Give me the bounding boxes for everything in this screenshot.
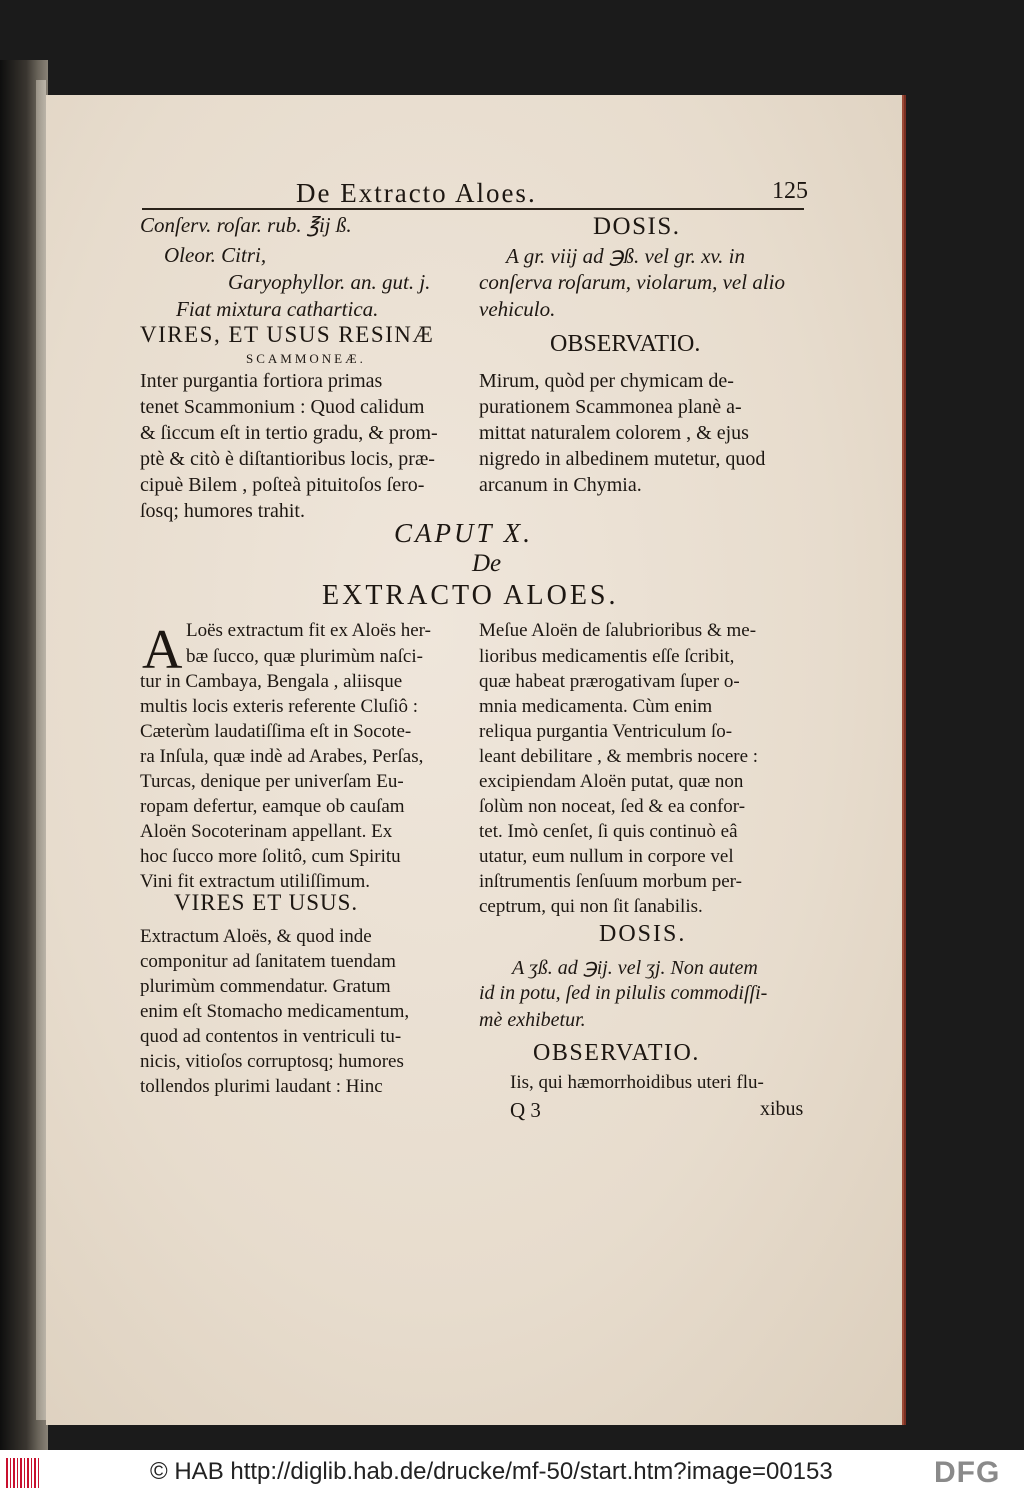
- body-line: cipuè Bilem , poſteà pituitoſos ſero-: [140, 474, 425, 496]
- drop-cap: A: [142, 619, 183, 681]
- body-line: hoc ſucco more ſolitô, cum Spiritu: [140, 846, 401, 867]
- section-heading-observatio: OBSERVATIO.: [550, 331, 701, 357]
- running-head: De Extracto Aloes.: [296, 178, 537, 208]
- body-line: tenet Scammonium : Quod calidum: [140, 396, 425, 418]
- previous-page-edge: [36, 80, 46, 1420]
- body-line: ſosq; humores trahit.: [140, 500, 305, 522]
- section-heading-dosis: DOSIS.: [593, 213, 681, 240]
- body-line: nicis, vitioſos corruptosq; humores: [140, 1051, 404, 1072]
- body-line: Inter purgantia fortiora primas: [140, 370, 383, 392]
- body-line: mittat naturalem colorem , & ejus: [479, 422, 749, 444]
- section-heading-dosis-2: DOSIS.: [599, 921, 687, 947]
- dosis-line: mè exhibetur.: [479, 1009, 586, 1031]
- footer-url[interactable]: © HAB http://diglib.hab.de/drucke/mf-50/start.htm?image=00153: [150, 1458, 833, 1485]
- body-line: Cæterùm laudatiſſima eſt in Socote-: [140, 721, 412, 742]
- body-line: tet. Imò cenſet, ſi quis continuò eâ: [479, 821, 738, 842]
- body-line: enim eſt Stomacho medicamentum,: [140, 1001, 410, 1022]
- header-rule: [142, 208, 804, 210]
- body-line: quod ad contentos in ventriculi tu-: [140, 1026, 402, 1047]
- body-line: Iis, qui hæmorrhoidibus uteri flu-: [510, 1072, 764, 1093]
- body-line: ropam defertur, eamque ob cauſam: [140, 796, 405, 817]
- dfg-logo: DFG: [934, 1456, 1001, 1489]
- body-line: ptè & citò è diſtantioribus locis, præ-: [140, 448, 435, 470]
- dosis-line: A ʒß. ad ℈ij. vel ʒj. Non autem: [512, 957, 758, 979]
- body-line: ceptrum, qui non ſit ſanabilis.: [479, 896, 703, 917]
- body-line: Extractum Aloës, & quod inde: [140, 926, 372, 947]
- body-line: inſtrumentis ſenſuum morbum per-: [479, 871, 742, 892]
- body-line: leant debilitare , & membris nocere :: [479, 746, 759, 767]
- page-number: 125: [772, 178, 808, 204]
- body-line: utatur, eum nullum in corpore vel: [479, 846, 734, 867]
- body-line: componitur ad ſanitatem tuendam: [140, 951, 396, 972]
- chapter-title: EXTRACTO ALOES.: [322, 580, 619, 611]
- body-line: bæ ſucco, quæ plurimùm naſci-: [186, 646, 423, 667]
- recipe-line-2: Oleor. Citri,: [164, 243, 267, 267]
- body-line: & ſiccum eſt in tertio gradu, & prom-: [140, 422, 438, 444]
- recipe-line-1: Conſerv. roſar. rub. ℥ij ß.: [140, 213, 352, 237]
- body-line: tur in Cambaya, Bengala , aliisque: [140, 671, 403, 692]
- section-heading-vires-resinae: VIRES, ET USUS RESINÆ: [140, 322, 435, 347]
- section-heading-observatio-2: OBSERVATIO.: [533, 1040, 700, 1066]
- body-line: ſolùm non noceat, ſed & ea confor-: [479, 796, 746, 817]
- hab-barcode-icon: [6, 1458, 40, 1488]
- body-line: mnia medicamenta. Cùm enim: [479, 696, 713, 717]
- recipe-line-4: Fiat mixtura cathartica.: [176, 297, 379, 321]
- dosis-line-3: vehiculo.: [479, 297, 556, 321]
- chapter-number: CAPUT X.: [394, 518, 534, 548]
- body-line: Aloën Socoterinam appellant. Ex: [140, 821, 393, 842]
- body-line: Mirum, quòd per chymicam de-: [479, 370, 734, 392]
- dosis-line-1: A gr. viij ad ℈ß. vel gr. xv. in: [506, 244, 746, 268]
- signature-mark: Q 3: [510, 1098, 541, 1122]
- dosis-line: id in potu, ſed in pilulis commodiſſi-: [479, 982, 768, 1004]
- body-line: purationem Scammonea planè a-: [479, 396, 742, 418]
- body-line: arcanum in Chymia.: [479, 474, 642, 496]
- recipe-line-3: Garyophyllor. an. gut. j.: [228, 270, 431, 294]
- body-line: lioribus medicamentis eſſe ſcribit,: [479, 646, 735, 667]
- section-heading-vires-usus: VIRES ET USUS.: [174, 890, 359, 915]
- body-line: Meſue Aloën de ſalubrioribus & me-: [479, 620, 757, 641]
- body-line: plurimùm commendatur. Gratum: [140, 976, 391, 997]
- footer-bar: [0, 1450, 1024, 1496]
- body-line: ra Inſula, quæ indè ad Arabes, Perſas,: [140, 746, 424, 767]
- body-line: Turcas, denique per univerſam Eu-: [140, 771, 404, 792]
- body-line: reliqua purgantia Ventriculum ſo-: [479, 721, 733, 742]
- body-line: Vini fit extractum utiliſſimum.: [140, 871, 370, 892]
- chapter-de: De: [472, 550, 502, 577]
- body-line: multis locis exteris referente Cluſiô :: [140, 696, 419, 717]
- body-line: tollendos plurimi laudant : Hinc: [140, 1076, 383, 1097]
- section-subheading-scammoneae: SCAMMONEÆ.: [246, 351, 366, 366]
- catchword: xibus: [760, 1098, 804, 1120]
- body-line: excipiendam Aloën putat, quæ non: [479, 771, 744, 792]
- body-line: Loës extractum fit ex Aloës her-: [186, 620, 431, 641]
- body-line: quæ habeat prærogativam ſuper o-: [479, 671, 740, 692]
- body-line: nigredo in albedinem mutetur, quod: [479, 448, 766, 470]
- dosis-line-2: conſerva roſarum, violarum, vel alio: [479, 270, 786, 294]
